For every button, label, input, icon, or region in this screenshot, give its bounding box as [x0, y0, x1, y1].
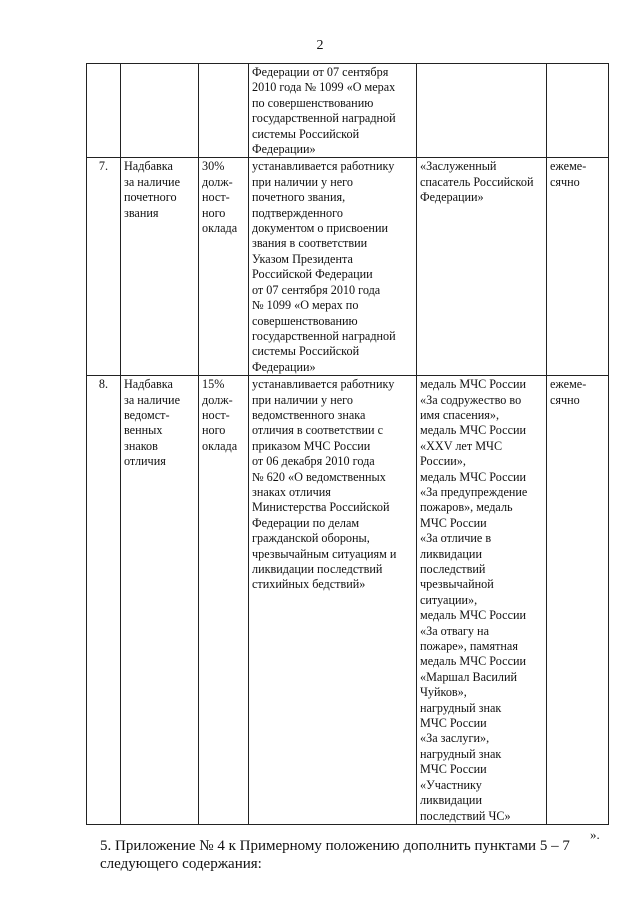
allowance-name: Надбавка за наличие ведомст- венных знаков отличия	[121, 376, 199, 825]
allowance-amount: 30% долж- ност- ного оклада	[199, 158, 249, 376]
row-number	[87, 64, 121, 158]
allowance-frequency	[547, 64, 609, 158]
allowance-basis: «Заслуженный спасатель Российской Федерации»	[417, 158, 547, 376]
allowance-condition: устанавливается работнику при наличии у него ведомственного знака отличия в соответствии с приказом МЧС России от 06 декабря 2010 года № 620 «О ведомственных знаках отличия Министерства Российской Федерации по делам гражданской обороны, чрезвычайным ситуациям и ликвидации последствий стихийных бедствий»	[249, 376, 417, 825]
row-number: 8.	[87, 376, 121, 825]
allowance-basis	[417, 64, 547, 158]
payments-table	[86, 63, 609, 825]
allowance-amount: 15% долж- ност- ного оклада	[199, 376, 249, 825]
allowance-name: Надбавка за наличие почетного звания	[121, 158, 199, 376]
allowance-frequency: ежеме- сячно	[547, 376, 609, 825]
allowance-frequency: ежеме- сячно	[547, 158, 609, 376]
allowance-condition: устанавливается работнику при наличии у него почетного звания, подтвержденного документом о присвоении звания в соответствии Указом Президента Российской Федерации от 07 сентября 2010 года № 1099 «О мерах по совершенствованию государственной наградной системы Российской Федерации»	[249, 158, 417, 376]
allowance-name	[121, 64, 199, 158]
page-number: 2	[316, 38, 324, 53]
paragraph-line-2: следующего содержания:	[100, 856, 262, 872]
table-row	[87, 64, 609, 158]
allowance-condition: Федерации от 07 сентября 2010 года № 1099 «О мерах по совершенствованию государственной наградной системы Российской Федерации»	[249, 64, 417, 158]
table-row	[87, 376, 609, 825]
allowance-basis: медаль МЧС России «За содружество во имя спасения», медаль МЧС России «XXV лет МЧС России», медаль МЧС России «За предупреждение пожаров», медаль МЧС России «За отличие в ликвидации последствий чрезвычайной ситуации», медаль МЧС России «За отвагу на пожаре», памятная медаль МЧС России «Маршал Василий Чуйков», нагрудный знак МЧС России «За заслуги», нагрудный знак МЧС России «Участнику ликвидации последствий ЧС»	[417, 376, 547, 825]
row-number: 7.	[87, 158, 121, 376]
table-row	[87, 158, 609, 376]
paragraph-line-1: 5. Приложение № 4 к Примерному положению дополнить пунктами 5 – 7	[100, 838, 570, 854]
closing-quote: ».	[590, 827, 600, 842]
allowance-amount	[199, 64, 249, 158]
